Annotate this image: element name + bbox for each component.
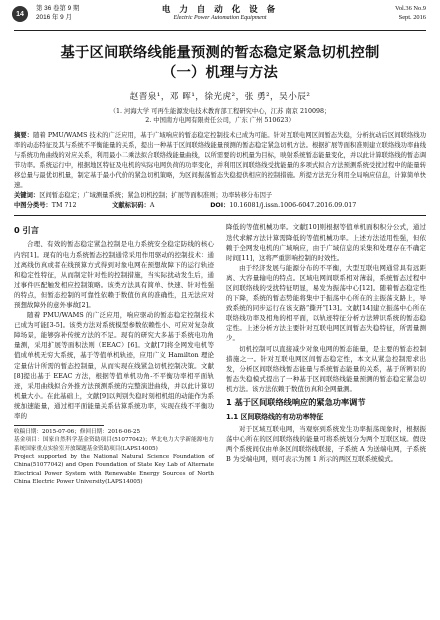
clc-value: TM 712: [51, 202, 77, 210]
footnote-received: 收稿日期：2015-07-06；修回日期：2016-06-25: [14, 429, 141, 436]
author-list: 赵晋泉¹，邓 晖¹，徐光虎²，张 勇²，吴小辰²: [129, 92, 311, 102]
abstract-divider: [14, 215, 426, 216]
paragraph: 合理、有效的暂态稳定紧急控制是电力系统安全稳定防线的核心内容[1]。现有的电力系统暂态控制通常采用作用驱动的控制技术：通过离线仿真或者在线预算方式得到对象电网在预想故障下的运行轨迹和稳定性特征，从而制定针对性的控制措施，当实际扰动发生后，通过事件匹配触发相应控制策略。该类方法具有简单、快速、针对性强的特点，但暂态控制的可靠性依赖于数值仿真的准确性，且无法应对预想故障外的意外事故[2]。: [14, 240, 214, 309]
abstract-text: 随着 PMU/WAMS 技术的广泛应用，基于广域响应的暂态稳定控制技术已成为可能。针对互联电网区间暂态失稳，分析抗动后区间联络线功率的动态特征及其与系统不平衡能量的关系，提出一种基于区间联络线能量预测的暂态稳定紧急切机方法。根据扩展等面积准则建立联络线功率曲线与系统功角曲线的对应关系，利用最小二乘法拟合联络线能量曲线，以所需要的切机量为目标，映射系统暂态能量变化，并以此计算联络线的暂态调节功率。系统运行中，根据地区特征及电机的实际电网负荷的功率变化，并利用区间联络线受扰能量的多项式拟合方法预测系统受扰过程中的能量转移总量与最优切机量，制定基于最小代价的紧急切机策略，为区间振荡暂态失稳提供相应的控制措施。所提方法充分利用全局响应信息，计算简单快速。: [14, 132, 426, 190]
header-volume-cn: 第 36 卷第 9 期: [36, 5, 80, 12]
affiliations: [14, 107, 426, 125]
doc-code-field: [112, 201, 210, 211]
keywords: [14, 191, 426, 201]
doi-label: DOI：: [210, 202, 230, 210]
journal-name-cn: 电 力 自 动 化 设 备: [161, 5, 279, 15]
footnote-fund-en: Project supported by the National Natural Science Foundation of China(51077042) and Open Foundation of State Key Lab of Alternate Electrical Power System with Renewable Energy Sources of North China Electric Power University(LAPS14005): [14, 453, 214, 485]
paragraph: 对于区域互联电网，当观察到系统发生功率振荡现象时，根据振荡中心所在的区间联络线的能量可将系统划分为两个互联区域。假设两个系统间仅由单条区间联络线联接，子系统 A 为送端电网，子系统 B 为受端电网，则可表示为图 1 所示的两区互联系统模式。: [226, 425, 426, 464]
header-date-cn: 2016 年 9 月: [36, 14, 72, 21]
doi-value: 10.16081/j.issn.1006-6047.2016.09.017: [229, 202, 357, 210]
section-heading-intro: 0 引言: [14, 225, 39, 236]
keywords-text: 区间暂态稳定；广域测量系统；紧急切机控制；扩展等面积准则；功率转移分布因子: [39, 192, 273, 200]
header-issue-cn: [36, 4, 79, 22]
doc-code-value: A: [149, 202, 155, 210]
header-date-en: Sept. 2016: [398, 14, 426, 21]
paragraph: 降低的等值机械功率。文献[10]则根据等值单机面积积分公式，通过迭代求解方法计算需降低的等值机械功率。上述方法适用性强，但依赖于全网发电机的广域响应，由于广域信息的采集和处理存在不确定时间[11]，这将严重影响控制的时效性。: [226, 223, 426, 262]
doc-code-label: 文献标识码：: [112, 202, 150, 210]
running-header: [14, 0, 426, 31]
paragraph: 切机控制可以直接减少对象电网的暂态能量，是主要的暂态控制措施之一。针对互联电网区间暂态稳定性，本文从紧急控制需求出发，分析区间联络线暂态能量与系统暂态能量的关系，基于所辨识的暂态失稳模式提出了一种基于区间联络线能量预测的暂态稳定紧急切机方法。该方法依赖于数值仿真和全网量测。: [226, 344, 426, 393]
subsection-heading-1-1: 1.1 区间联络线的有功功率特征: [226, 413, 324, 421]
paragraph: 由于经济发展与能源分布的不平衡，大型互联电网通常具有远距离、大容量输电的特点。区域电网间联系相对薄弱，系统暂态过程中区间联络线的受扰特征明显，易发为振荡中心[12]。随着暂态稳定性的下降，系统的暂态势能将集中于振荡中心所在的主振荡支路上，导致系统的同步运行在该支路“撕开”[13]。文献[14]建立振荡中心所在联络线功率及相角的相平面，以轨迹特征分析方法辨识系统的暂态稳定性。上述分析方法主要针对互联电网区间暂态失稳特征，所需量测少。: [226, 263, 426, 343]
affiliation-2: 2. 中国南方电网有限责任公司，广东 广州 510623）: [145, 117, 295, 125]
affiliation-1: （1. 河海大学 可再生能源发电技术教育部工程研究中心，江苏 南京 210098；: [109, 108, 331, 115]
footnote-fund-cn: 基金项目：国家自然科学基金资助项目(51077042)；华北电力大学新能源电力系统国家重点实验室开放课题基金资助项目(LAPS14005): [14, 437, 214, 452]
footnote: [14, 428, 214, 486]
doi-field: [210, 201, 426, 211]
header-volume-en: Vol.36 No.9: [395, 5, 426, 12]
right-column: [226, 222, 426, 486]
classification-row: [14, 201, 426, 211]
section-heading-1: 1 基于区间联络线响应的紧急功率调节: [226, 397, 366, 407]
footnote-divider: [14, 425, 104, 426]
journal-name-en: Electric Power Automation Equipment: [173, 15, 267, 21]
paper-title: [14, 43, 426, 83]
title-line-2: （一）机理与方法: [162, 65, 278, 81]
clc-field: [14, 201, 112, 211]
paragraph: 随着 PMU/WAMS 的广泛应用，响应驱动的暂态稳定控制技术已成为可能[3-5]。该类方法对系统模型参数依赖性小、可应对复杂故障场景，能够弥补传统方法的不足。现有的研究大多基于系统电功角量测，采用扩展等面积法则（EEAC）[6]。文献[7]将全网发电机等值成单机无穷大系统，基于等值单机轨迹，应用广义 Hamilton 理论定量估计所需的暂态控制量，从而实现在线紧急切机控制决策。文献[8]提出基于 EEAC 方法，根据等值单机功角-不平衡功率相平面轨迹，采用曲线拟合外推方法预测系统的完整演进曲线，并以此计算切机量大小。在此基础上，文献[9]以判别失稳时刻相机组的动能作为系统加速能量，通过相平面能量关系估算系统功率，实现在线不平衡功率的: [14, 311, 214, 420]
keywords-label: 关键词：: [14, 192, 40, 200]
abstract: [14, 131, 426, 191]
title-line-1: 基于区间联络线能量预测的暂态稳定紧急切机控制: [60, 45, 380, 61]
header-journal: [134, 3, 306, 21]
header-issue-en: [395, 4, 426, 22]
abstract-label: 摘要：: [14, 132, 34, 140]
page-number-badge: 14: [12, 6, 28, 22]
left-column: [14, 222, 214, 486]
clc-label: 中图分类号：: [14, 202, 52, 210]
body-columns: [14, 222, 426, 486]
